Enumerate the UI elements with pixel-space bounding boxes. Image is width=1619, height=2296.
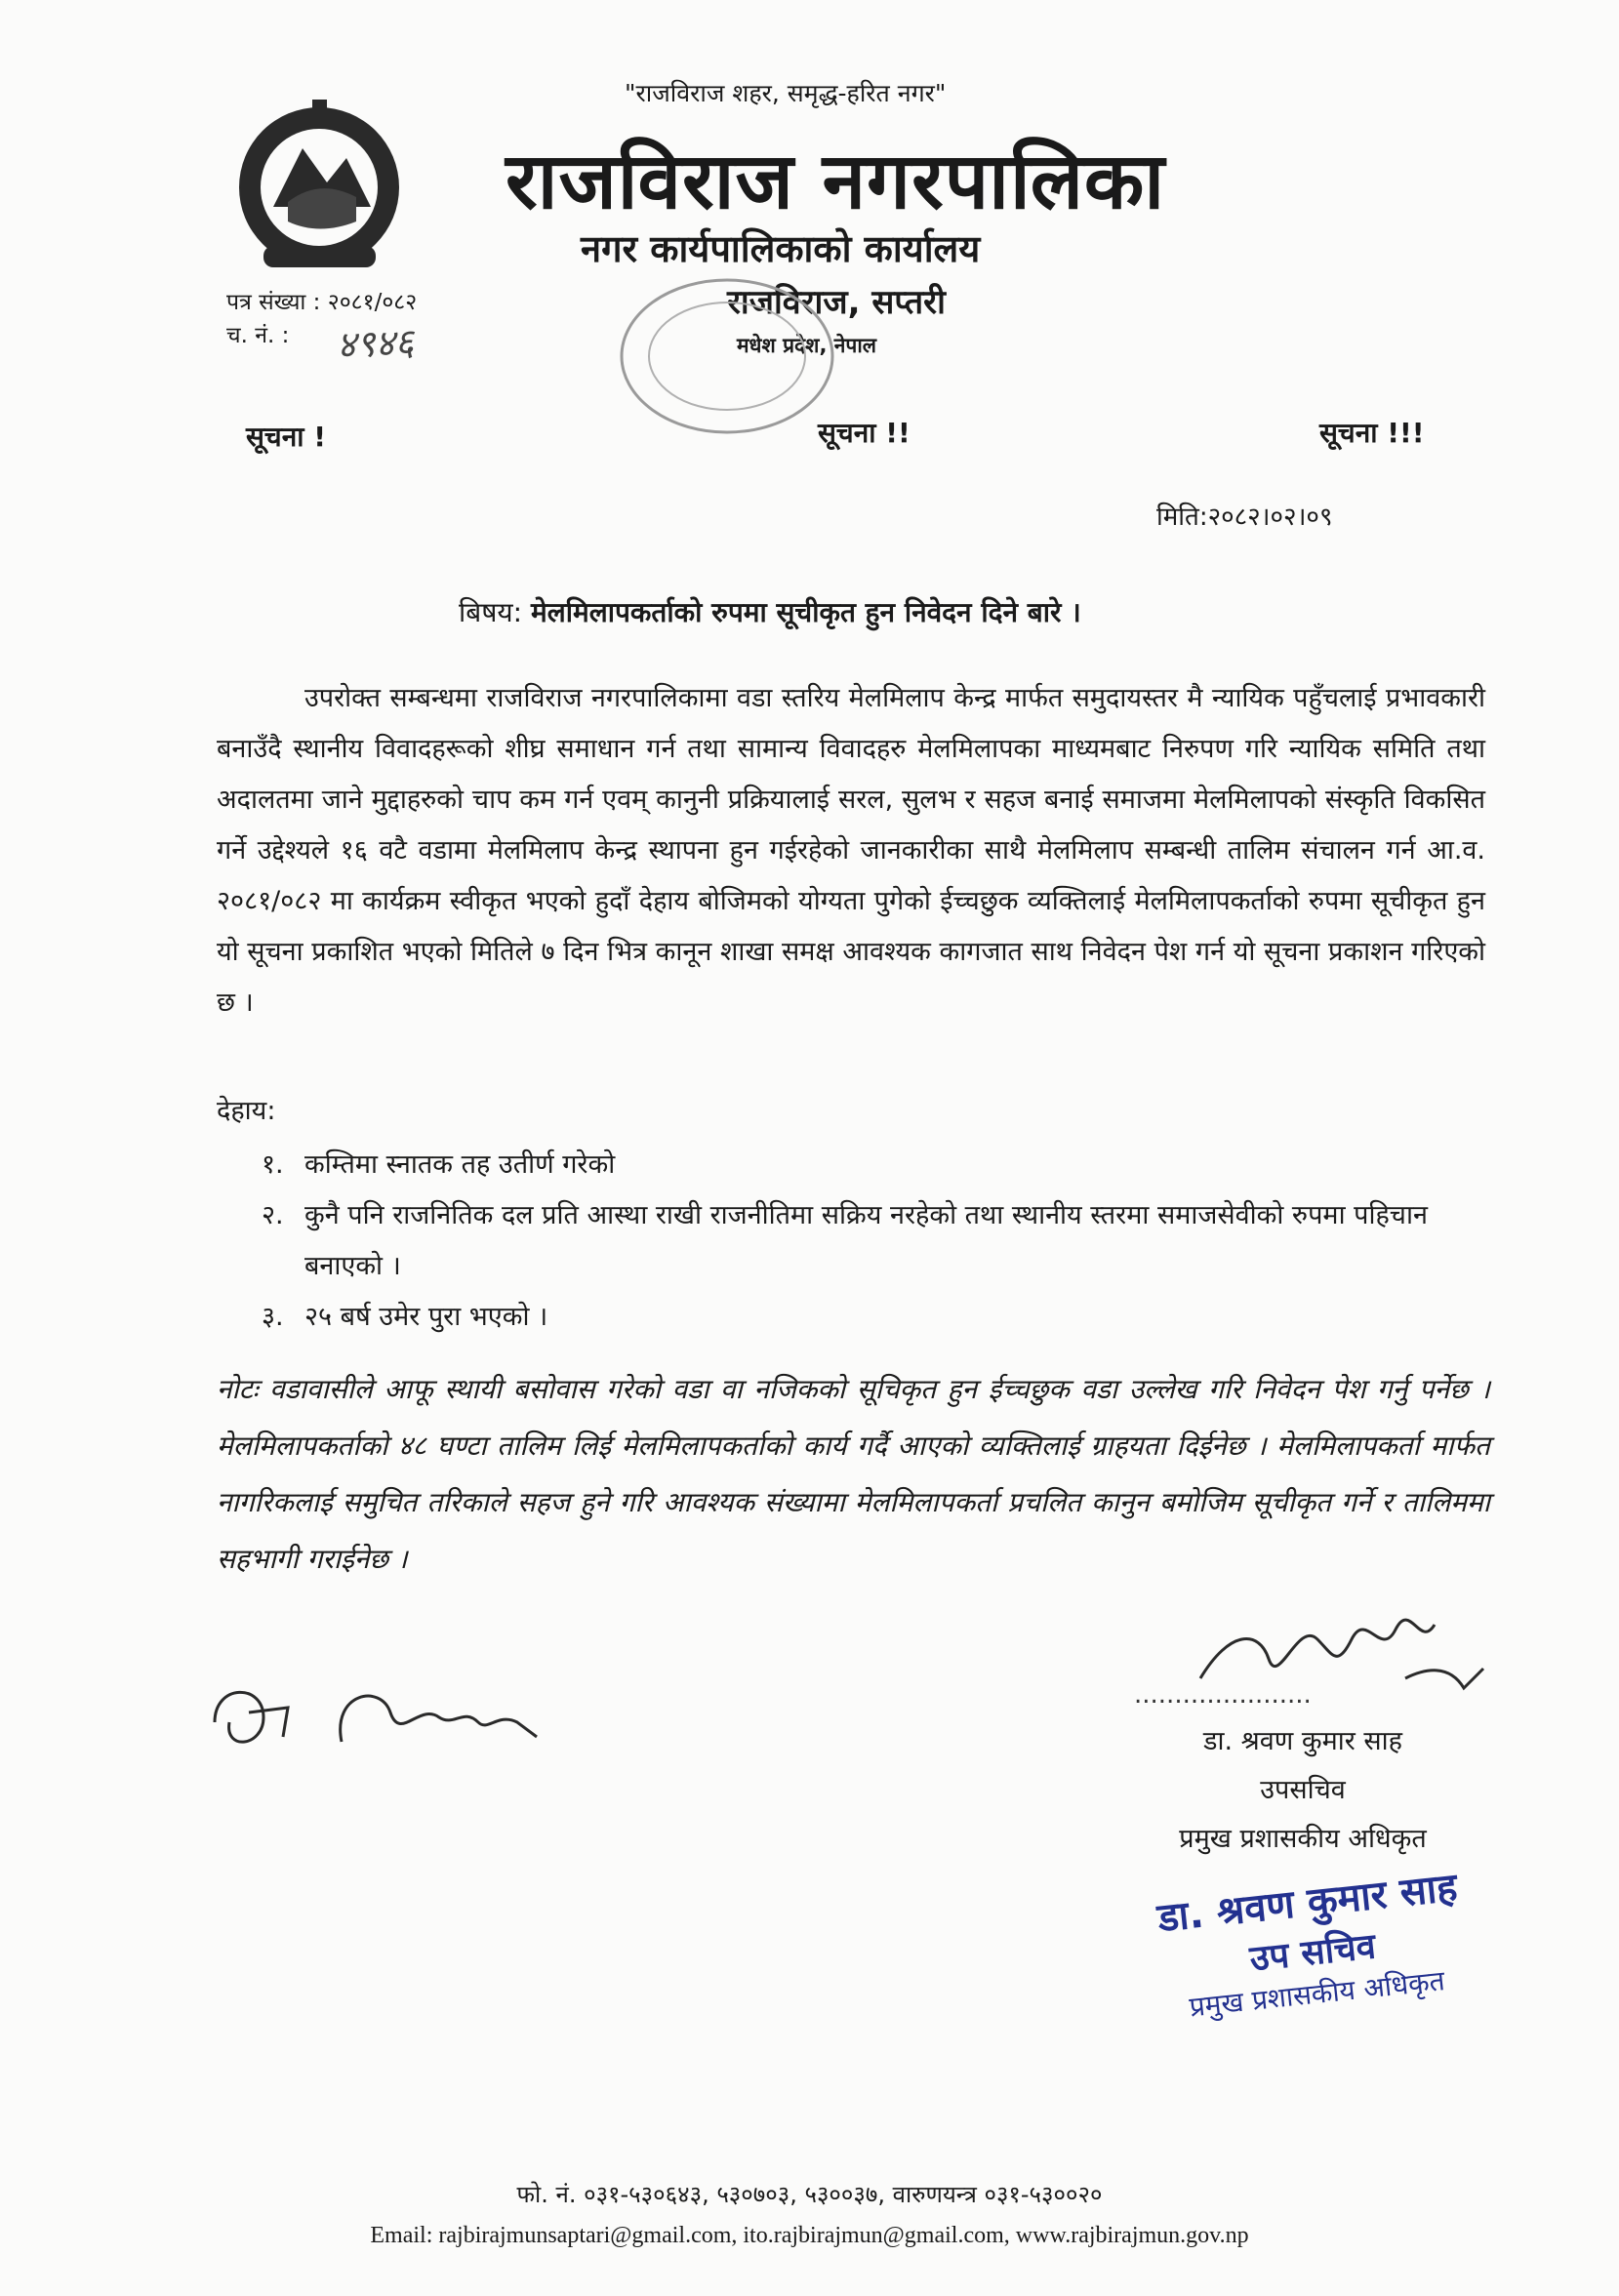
list-item: [262, 1140, 1481, 1190]
emblem-logo: [234, 90, 405, 285]
subject-line: [459, 593, 1081, 630]
note-text: नोटः वडावासीले आफू स्थायी बसोवास गरेको वडा वा नजिकको सूचिकृत हुन ईच्चछुक वडा उल्लेख गरि निवेदन पेश गर्नु पर्नेछ । मेलमिलापकर्ताको ४८ घण्टा तालिम लिई मेलमिलापकर्ताको कार्य गर्दै आएको व्यक्तिलाई ग्राहयता दिईनेछ । मेलमिलापकर्ता मार्फत नागरिकलाई समुचित तरिकाले सहज हुने गरि आवश्यक संख्यामा मेलमिलापकर्ता प्रचलित कानुन बमोजिम सूचीकृत गर्ने र तालिममा सहभागी गराईनेछ ।: [217, 1373, 1490, 1575]
office-place: राजविराज, सप्तरी: [727, 283, 946, 322]
subject-text: मेलमिलापकर्ताको रुपमा सूचीकृत हुन निवेदन दिने बारे ।: [531, 596, 1081, 628]
officer-stamp: [1111, 1854, 1516, 2050]
letter-date: मिति:२०८२।०२।०९: [1156, 503, 1333, 532]
subject-label: बिषय:: [459, 596, 523, 628]
signatory-block: [1161, 1717, 1444, 1864]
signature-line: ......................: [1134, 1680, 1312, 1710]
stamp-rank: उप सचिव: [1247, 1926, 1378, 1980]
list-item-text: कम्तिमा स्नातक तह उतीर्ण गरेको: [304, 1149, 616, 1180]
office-province: मधेश प्रदेश, नेपाल: [737, 334, 876, 357]
body-text: [217, 673, 1485, 1028]
signatory-name: डा. श्रवण कुमार साह: [1203, 1726, 1402, 1756]
initials-signatures: [195, 1664, 586, 1781]
office-round-stamp: [615, 273, 839, 439]
dispatch-label: च. नं. :: [226, 323, 290, 348]
list-item-number: १.: [262, 1149, 284, 1180]
list-item-number: ३.: [262, 1302, 284, 1332]
body-paragraph: उपरोक्त सम्बन्धमा राजविराज नगरपालिकामा वडा स्तरिय मेलमिलाप केन्द्र मार्फत समुदायस्तर मै न्यायिक पहुँचलाई प्रभावकारी बनाउँदै स्थानीय विवादहरूको शीघ्र समाधान गर्न तथा सामान्य विवादहरु मेलमिलापका माध्यमबाट निरुपण गरि न्यायिक समिति तथा अदालतमा जाने मुद्दाहरुको चाप कम गर्न एवम् कानुनी प्रक्रियालाई सरल, सुलभ र सहज बनाई समाजमा मेलमिलापको संस्कृति विकसित गर्ने उद्देश्यले १६ वटै वडामा मेलमिलाप केन्द्र स्थापना हुन गईरहेको जानकारीका साथै मेलमिलाप सम्बन्धी तालिम संचालन गर्न आ.व. २०८१/०८२ मा कार्यक्रम स्वीकृत भएको हुदाँ देहाय बोजिमको योग्यता पुगेको ईच्चछुक व्यक्तिलाई मेलमिलापकर्ताको रुपमा सूचीकृत हुन यो सूचना प्रकाशित भएको मितिले ७ दिन भित्र कानून शाखा समक्ष आवश्यक कागजात साथ निवेदन पेश गर्न यो सूचना प्रकाशन गरिएको छ ।: [217, 683, 1485, 1018]
list-item-text: कुनै पनि राजनितिक दल प्रति आस्था राखी राजनीतिमा सक्रिय नरहेको तथा स्थानीय स्तरमा समाजसेवीको रुपमा पहिचान बनाएको ।: [304, 1200, 1428, 1281]
tagline: "राजविराज शहर, समृद्ध-हरित नगर": [625, 79, 947, 107]
footer-email: Email: rajbirajmunsaptari@gmail.com, ito.rajbirajmun@gmail.com, www.rajbirajmun.gov.np: [370, 2223, 1249, 2248]
stamp-name: डा. श्रवण कुमार साह: [1155, 1865, 1460, 1942]
signatory-role: प्रमुख प्रशासकीय अधिकृत: [1179, 1824, 1427, 1854]
footer-phone: फो. नं. ०३१-५३०६४३, ५३०७०३, ५३००३७, वारुणयन्त्र ०३१-५३००२०: [516, 2181, 1103, 2208]
list-item: [262, 1292, 1481, 1343]
list-item: [262, 1190, 1481, 1292]
notice-heading-middle: सूचना !!: [818, 417, 911, 449]
stamp-office: प्रमुख प्रशासकीय अधिकृत: [1188, 1964, 1446, 2024]
list-item-number: २.: [262, 1200, 284, 1230]
org-name: राजविराज नगरपालिका: [506, 136, 1166, 226]
dispatch-number-handwritten: ४९४६: [336, 320, 415, 367]
signatory-title: उपसचिव: [1260, 1775, 1346, 1805]
office-name: नगर कार्यपालिकाको कार्यालय: [581, 227, 981, 270]
requirements-list: [262, 1140, 1481, 1343]
notice-heading-left: सूचना !: [246, 421, 327, 453]
detail-label: देहाय:: [217, 1096, 276, 1126]
letter-number: पत्र संख्या : २०८१/०८२: [226, 290, 418, 315]
notice-heading-right: सूचना !!!: [1319, 417, 1425, 449]
list-item-text: २५ बर्ष उमेर पुरा भएको ।: [304, 1302, 548, 1332]
